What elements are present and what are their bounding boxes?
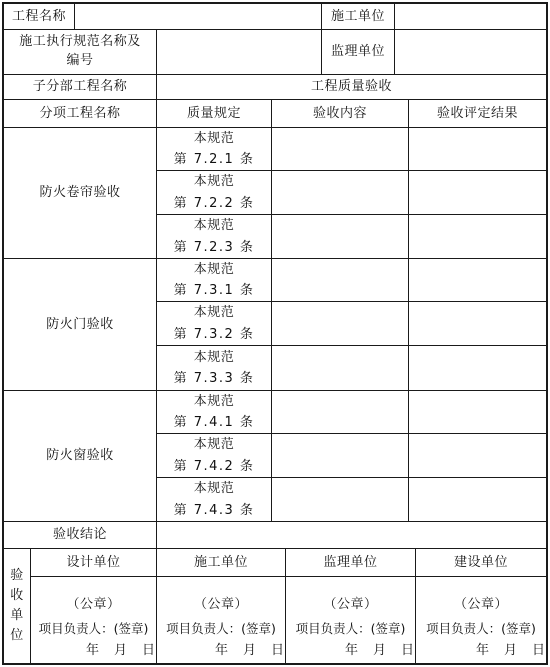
inspection-content-field[interactable] <box>272 215 408 258</box>
spec-clause: 第 7.3.1 条 <box>173 283 255 298</box>
construction-unit-field[interactable] <box>395 4 546 29</box>
spec-cell <box>157 478 271 521</box>
spec-line1: 本规范 <box>193 481 235 497</box>
spec-clause: 第 7.2.3 条 <box>173 239 255 255</box>
evaluation-result-field[interactable] <box>409 346 546 390</box>
spec-cell <box>157 171 271 214</box>
standard-label <box>4 30 156 74</box>
owner-unit-signature-block[interactable] <box>416 577 546 663</box>
group-name-fire-door: 防火门验收 <box>46 316 114 332</box>
col-header-item-name: 分项工程名称 <box>39 105 121 121</box>
conclusion-label: 验收结论 <box>52 527 107 543</box>
inspection-content-field[interactable] <box>272 259 408 301</box>
seal-text: （公章） <box>66 597 121 613</box>
spec-line1: 本规范 <box>193 218 235 234</box>
inspection-content-field[interactable] <box>272 391 408 433</box>
evaluation-result-field[interactable] <box>409 259 546 301</box>
spec-clause: 第 7.4.1 条 <box>173 415 255 430</box>
construction-unit-signature-block[interactable] <box>157 577 285 663</box>
col-header-inspection-content: 验收内容 <box>312 105 367 121</box>
side-label-char: 位 <box>10 628 24 644</box>
owner-unit-sign-label: 建设单位 <box>453 554 508 570</box>
construction-unit-label: 施工单位 <box>330 8 385 24</box>
supervision-unit-field[interactable] <box>395 30 546 74</box>
side-label-char: 验 <box>10 567 24 583</box>
side-label-char: 单 <box>10 608 24 623</box>
evaluation-result-field[interactable] <box>409 215 546 258</box>
spec-line1: 本规范 <box>193 261 235 277</box>
spec-clause: 第 7.3.2 条 <box>173 326 255 342</box>
supervision-unit-label: 监理单位 <box>330 44 385 60</box>
seal-text: （公章） <box>323 597 378 613</box>
border-bottom <box>2 663 548 665</box>
spec-clause: 第 7.4.3 条 <box>173 502 255 518</box>
signer-text: 项目负责人：(签章) <box>295 620 406 636</box>
evaluation-result-field[interactable] <box>409 302 546 345</box>
group-name-fire-window: 防火窗验收 <box>46 448 114 464</box>
side-label-char: 收 <box>10 587 24 603</box>
construction-unit-sign-label: 施工单位 <box>193 554 248 570</box>
date-text: 年 月 日 <box>85 643 156 659</box>
spec-cell <box>157 434 271 477</box>
signer-text: 项目负责人：(签章) <box>38 620 149 636</box>
spec-clause: 第 7.2.1 条 <box>173 152 255 167</box>
evaluation-result-field[interactable] <box>409 128 546 170</box>
spec-line1: 本规范 <box>193 130 235 146</box>
spec-line1: 本规范 <box>193 305 235 321</box>
spec-line1: 本规范 <box>193 174 235 190</box>
spec-cell <box>157 391 271 433</box>
design-unit-label: 设计单位 <box>66 554 121 570</box>
border-right <box>546 2 548 665</box>
standard-label-line2: 编号 <box>66 53 94 68</box>
evaluation-result-field[interactable] <box>409 434 546 477</box>
spec-line1: 本规范 <box>193 393 235 409</box>
seal-text: （公章） <box>193 597 248 613</box>
design-unit-signature-block[interactable] <box>31 577 156 663</box>
signer-text: 项目负责人：(签章) <box>166 620 276 636</box>
evaluation-result-field[interactable] <box>409 478 546 521</box>
spec-line1: 本规范 <box>193 437 235 453</box>
signer-text: 项目负责人：(签章) <box>426 620 536 636</box>
spec-line1: 本规范 <box>193 349 235 365</box>
sub-project-label: 子分部工程名称 <box>32 79 128 95</box>
evaluation-result-field[interactable] <box>409 391 546 433</box>
inspection-content-field[interactable] <box>272 346 408 390</box>
supervision-unit-signature-block[interactable] <box>286 577 415 663</box>
date-text: 年 月 日 <box>475 643 546 659</box>
evaluation-result-field[interactable] <box>409 171 546 214</box>
date-text: 年 月 日 <box>344 643 415 659</box>
project-name-field[interactable] <box>75 4 321 29</box>
inspection-content-field[interactable] <box>272 302 408 345</box>
supervision-unit-sign-label: 监理单位 <box>323 554 378 570</box>
spec-clause: 第 7.2.2 条 <box>173 195 255 211</box>
inspection-content-field[interactable] <box>272 478 408 521</box>
col-header-quality-spec: 质量规定 <box>186 105 241 121</box>
project-name-label: 工程名称 <box>12 8 67 24</box>
spec-cell <box>157 302 271 345</box>
inspection-content-field[interactable] <box>272 434 408 477</box>
spec-cell <box>157 128 271 170</box>
col-header-evaluation-result: 验收评定结果 <box>436 105 518 121</box>
spec-cell <box>157 346 271 390</box>
spec-cell <box>157 215 271 258</box>
spec-clause: 第 7.4.2 条 <box>173 458 255 474</box>
spec-cell <box>157 259 271 301</box>
inspection-content-field[interactable] <box>272 171 408 214</box>
conclusion-field[interactable] <box>157 522 546 548</box>
inspection-content-field[interactable] <box>272 128 408 170</box>
spec-clause: 第 7.3.3 条 <box>173 371 255 386</box>
sub-project-value: 工程质量验收 <box>310 79 392 95</box>
seal-text: （公章） <box>453 597 508 613</box>
acceptance-units-side-label <box>4 549 30 663</box>
group-name-fire-shutter: 防火卷帘验收 <box>39 185 121 201</box>
standard-field[interactable] <box>157 30 321 74</box>
date-text: 年 月 日 <box>214 643 285 659</box>
standard-label-line1: 施工执行规范名称及 <box>19 34 141 50</box>
